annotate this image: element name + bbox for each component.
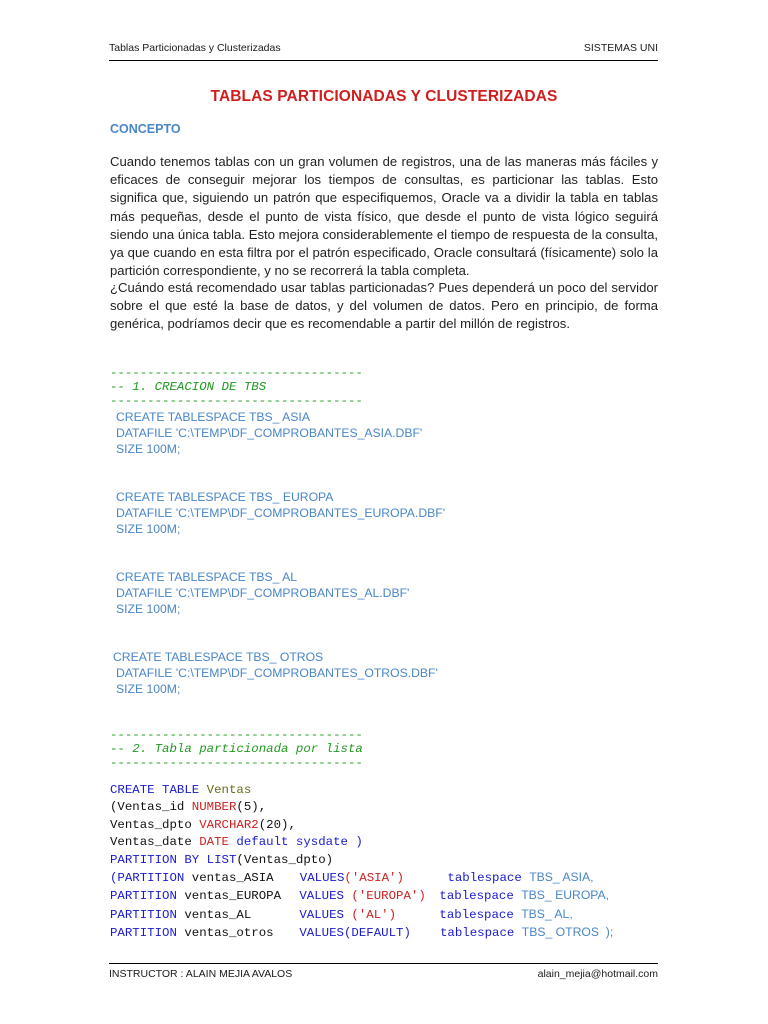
tablespace-size: SIZE 100M; xyxy=(116,682,181,697)
sql-partition-kw: PARTITION xyxy=(110,907,177,922)
section-heading: CONCEPTO xyxy=(110,122,181,136)
tablespace-create: CREATE TABLESPACE TBS_ ASIA xyxy=(116,410,310,424)
sql-partition-by: PARTITION BY LIST xyxy=(110,852,237,867)
sql-table-name: Ventas xyxy=(206,783,252,797)
sql-line-4 xyxy=(110,834,613,851)
sql-line-2 xyxy=(110,799,613,816)
tablespace-size: SIZE 100M; xyxy=(116,522,181,537)
sql-partition-name: ventas_otros xyxy=(184,926,274,941)
sql-partition-kw: PARTITION xyxy=(110,889,177,904)
tablespace-block-asia xyxy=(116,409,422,458)
sql-tablespace-kw: tablespace xyxy=(439,907,514,922)
paragraph-2-text: ¿Cuándo está recomendado usar tablas particionadas? Pues dependerá un poco del servidor sobre el que esté la base de datos, y del volumen de datos. Pero en principio, de forma genérica, podríamos decir que es recomendable a partir del millón de registros. xyxy=(110,280,658,332)
header-title: Tablas Particionadas y Clusterizadas xyxy=(109,42,281,54)
tablespace-block-europa xyxy=(116,489,445,538)
sql-col-type: DATE xyxy=(199,835,229,850)
footer-email: alain_mejia@hotmail.com xyxy=(537,968,658,980)
tablespace-block-al xyxy=(116,569,409,618)
tablespace-create: CREATE TABLESPACE TBS_ AL xyxy=(116,570,298,584)
header-org: SISTEMAS UNI xyxy=(583,42,658,54)
document-title: TABLAS PARTICIONADAS Y CLUSTERIZADAS xyxy=(210,88,558,105)
section1-rule-top: ---------------------------------- xyxy=(110,366,363,380)
sql-partition-kw: (PARTITION xyxy=(110,871,185,886)
sql-tablespace-kw: tablespace xyxy=(447,871,522,886)
sql-tablespace-kw: tablespace xyxy=(439,926,515,941)
section1-comment: -- 1. CREACION DE TBS xyxy=(110,380,267,394)
paragraph-1-text: Cuando tenemos tablas con un gran volumen de registros, una de las maneras más fáciles y eficaces de conseguir mejorar los tiempos de consultas, es particionar las tablas. Esto significa que, siguiendo un patrón que especifiquemos, Oracle va a dividir la tabla en tablas más pequeñas, desde el punto de vista físico, que desde el punto de vista lógico seguirá siendo una única tabla. Esto mejora considerablemente el tiempo de respuesta de la consulta, ya que cuando en esta filtra por el patrón especificado, Oracle consultará (físicamente) solo la partición correspondiente, y no se recorrerá la tabla completa. xyxy=(110,154,658,279)
header-divider xyxy=(109,60,658,61)
sql-col-name: (Ventas_id xyxy=(110,800,185,815)
sql-partition-row xyxy=(110,887,613,905)
paragraph-1 xyxy=(110,153,658,280)
sql-partition-col: (Ventas_dpto) xyxy=(236,852,334,867)
tablespace-datafile: DATAFILE 'C:\TEMP\DF_COMPROBANTES_EUROPA.DBF' xyxy=(116,506,446,521)
section2-rule-bottom: ---------------------------------- xyxy=(110,756,363,770)
sql-partition-kw: PARTITION xyxy=(110,926,177,941)
footer-instructor: INSTRUCTOR : ALAIN MEJIA AVALOS xyxy=(109,968,293,980)
tablespace-datafile: DATAFILE 'C:\TEMP\DF_COMPROBANTES_ASIA.DBF' xyxy=(116,426,423,441)
section2-rule-top: ---------------------------------- xyxy=(110,728,363,742)
sql-values-kw: VALUES xyxy=(299,926,344,941)
sql-col-type: VARCHAR2 xyxy=(199,817,259,832)
sql-partition-value: ('AL') xyxy=(351,907,397,922)
tablespace-size: SIZE 100M; xyxy=(116,602,181,617)
tablespace-datafile: DATAFILE 'C:\TEMP\DF_COMPROBANTES_OTROS.DBF' xyxy=(116,666,438,681)
sql-partition-name: ventas_EUROPA xyxy=(184,889,282,904)
tablespace-size: SIZE 100M; xyxy=(116,442,181,457)
sql-col-default: default sysdate ) xyxy=(236,835,363,850)
page-header xyxy=(109,42,658,58)
tablespace-datafile: DATAFILE 'C:\TEMP\DF_COMPROBANTES_AL.DBF' xyxy=(116,586,410,601)
sql-partition-value: ('EUROPA') xyxy=(351,889,426,904)
sql-values-kw: VALUES xyxy=(299,889,344,904)
section1-rule-bottom: ---------------------------------- xyxy=(110,394,363,408)
paragraph-2 xyxy=(110,279,658,334)
sql-partition-ts: TBS_ ASIA, xyxy=(529,870,594,885)
sql-col-name: Ventas_date xyxy=(110,835,192,850)
sql-col-size: (20), xyxy=(258,817,296,832)
sql-tablespace-kw: tablespace xyxy=(439,889,514,904)
sql-values-kw: VALUES xyxy=(299,871,345,886)
sql-partition-ts: TBS_ EUROPA, xyxy=(521,888,610,903)
tablespace-create: CREATE TABLESPACE TBS_ OTROS xyxy=(113,650,324,664)
sql-partition-row xyxy=(110,924,613,942)
sql-line-5 xyxy=(110,852,613,869)
sql-partition-ts: TBS_ OTROS ); xyxy=(521,925,614,940)
sql-partition-row xyxy=(110,906,613,924)
tablespace-block-otros xyxy=(113,649,438,698)
sql-partition-row xyxy=(110,869,613,887)
section2-comment: -- 2. Tabla particionada por lista xyxy=(110,742,363,756)
sql-col-type: NUMBER xyxy=(191,800,237,815)
sql-partition-value: (DEFAULT) xyxy=(343,926,411,941)
sql-values-kw: VALUES xyxy=(299,907,344,922)
sql-partition-name: ventas_AL xyxy=(184,907,252,922)
sql-line-1 xyxy=(110,782,613,799)
tablespace-create: CREATE TABLESPACE TBS_ EUROPA xyxy=(116,490,334,504)
sql-col-name: Ventas_dpto xyxy=(110,817,192,832)
create-table-sql xyxy=(110,782,613,943)
sql-col-size: (5), xyxy=(236,800,267,815)
sql-keyword: CREATE TABLE xyxy=(110,783,200,797)
sql-partition-ts: TBS_ AL, xyxy=(521,906,573,921)
footer-divider xyxy=(109,963,658,964)
sql-line-3 xyxy=(110,817,613,834)
page-footer xyxy=(109,968,658,984)
sql-partition-value: ('ASIA') xyxy=(344,871,404,886)
sql-partition-name: ventas_ASIA xyxy=(191,871,274,886)
